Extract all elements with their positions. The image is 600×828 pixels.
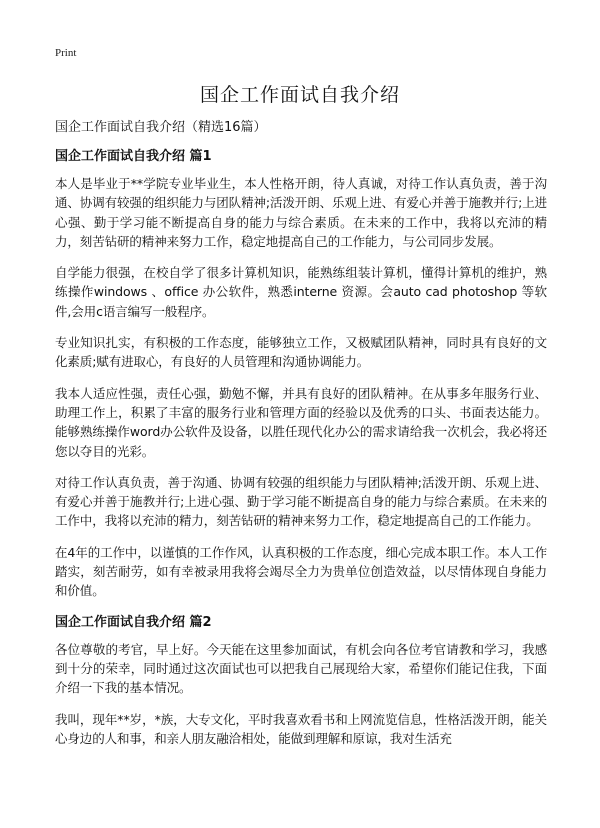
paragraph: 我叫，现年**岁，*族，大专文化，平时我喜欢看书和上网流览信息，性格活泼开朗，能关心身边的人和事，和亲人朋友融洽相处，能做到理解和原谅，我对生活充 bbox=[55, 711, 547, 746]
section-heading: 国企工作面试自我介绍 篇1 bbox=[55, 149, 212, 164]
document-subtitle: 国企工作面试自我介绍（精选16篇） bbox=[55, 120, 267, 135]
document-body bbox=[55, 118, 547, 760]
paragraph: 专业知识扎实，有积极的工作态度，能够独立工作，又极赋团队精神，同时具有良好的文化素质;赋有进取心，有良好的人员管理和沟通协调能力。 bbox=[55, 335, 547, 370]
paragraph: 本人是毕业于**学院专业毕业生，本人性格开朗，待人真诚，对待工作认真负责，善于沟通、协调有较强的组织能力与团队精神;活泼开朗、乐观上进、有爱心并善于施教并行;上进心强、勤于学习能不断提高自身的能力与综合素质。在未来的工作中，我将以充沛的精力，刻苦钻研的精神来努力工作，稳定地提高自己的工作能力，与公司同步发展。 bbox=[55, 176, 547, 249]
section-1 bbox=[55, 147, 547, 601]
print-label: Print bbox=[55, 47, 77, 59]
section-heading: 国企工作面试自我介绍 篇2 bbox=[55, 614, 212, 630]
paragraph: 各位尊敬的考官，早上好。今天能在这里参加面试，有机会向各位考官请教和学习，我感到十分的荣幸，同时通过这次面试也可以把我自己展现给大家，希望你们能记住我，下面介绍一下我的基本情况。 bbox=[55, 641, 547, 696]
paragraph: 我本人适应性强，责任心强，勤勉不懈，并具有良好的团队精神。在从事多年服务行业、助理工作上，积累了丰富的服务行业和管理方面的经验以及优秀的口头、书面表达能力。能够熟练操作word办公软件及设备，以胜任现代化办公的需求请给我一次机会，我必将还您以夺目的光彩。 bbox=[55, 385, 547, 459]
paragraph: 自学能力很强，在校自学了很多计算机知识，能熟练组装计算机，懂得计算机的维护，熟练操作windows 、office 办公软件，熟悉interne 资源。会auto cad photoshop 等软件,会用c语言编写一般程序。 bbox=[55, 265, 547, 319]
paragraph: 在4年的工作中，以谨慎的工作作风，认真积极的工作态度，细心完成本职工作。本人工作踏实，刻苦耐劳，如有幸被录用我将会竭尽全力为贵单位创造效益，以尽情体现自身能力和价值。 bbox=[55, 544, 547, 599]
paragraph: 对待工作认真负责，善于沟通、协调有较强的组织能力与团队精神;活泼开朗、乐观上进、有爱心并善于施教并行;上进心强、勤于学习能不断提高自身的能力与综合素质。在未来的工作中，我将以充沛的精力，刻苦钻研的精神来努力工作，稳定地提高自己的工作能力。 bbox=[55, 474, 547, 529]
section-2 bbox=[55, 613, 547, 748]
document-title: 国企工作面试自我介绍 bbox=[199, 84, 400, 106]
